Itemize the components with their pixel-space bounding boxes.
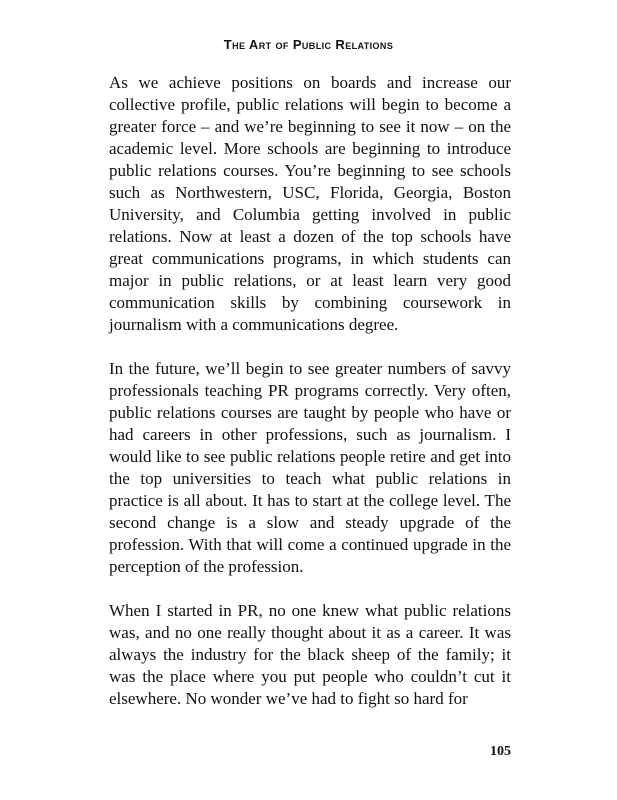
paragraph-2: In the future, we’ll begin to see greater numbers of savvy professionals teaching PR programs correctly. Very often, public relations courses are taught by people who have or had careers in other professions, such as journalism. I would like to see public relations people retire and get into the top universities to teach what public relations in practice is all about. It has to start at the college level. The second change is a slow and steady upgrade of the profession. With that will come a continued upgrade in the perception of the profession. [109,359,511,576]
running-header-title: The Art of Public Relations [223,37,394,52]
page-number: 105 [490,744,511,759]
paragraph-1: As we achieve positions on boards and increase our collective profile, public relations will begin to become a greater force – and we’re beginning to see it now – on the academic level. More schools are beginning to introduce public relations courses. You’re beginning to see schools such as Northwestern, USC, Florida, Georgia, Boston University, and Columbia getting involved in public relations. Now at least a dozen of the top schools have great communications programs, in which students can major in public relations, or at least learn very good communication skills by combining coursework in journalism with a communications degree. [109,73,511,334]
paragraph-3: When I started in PR, no one knew what public relations was, and no one really thought about it as a career. It was always the industry for the black sheep of the family; it was the place where you put people who couldn’t cut it elsewhere. No wonder we’ve had to fight so hard for [109,601,511,708]
body-text [109,72,511,732]
